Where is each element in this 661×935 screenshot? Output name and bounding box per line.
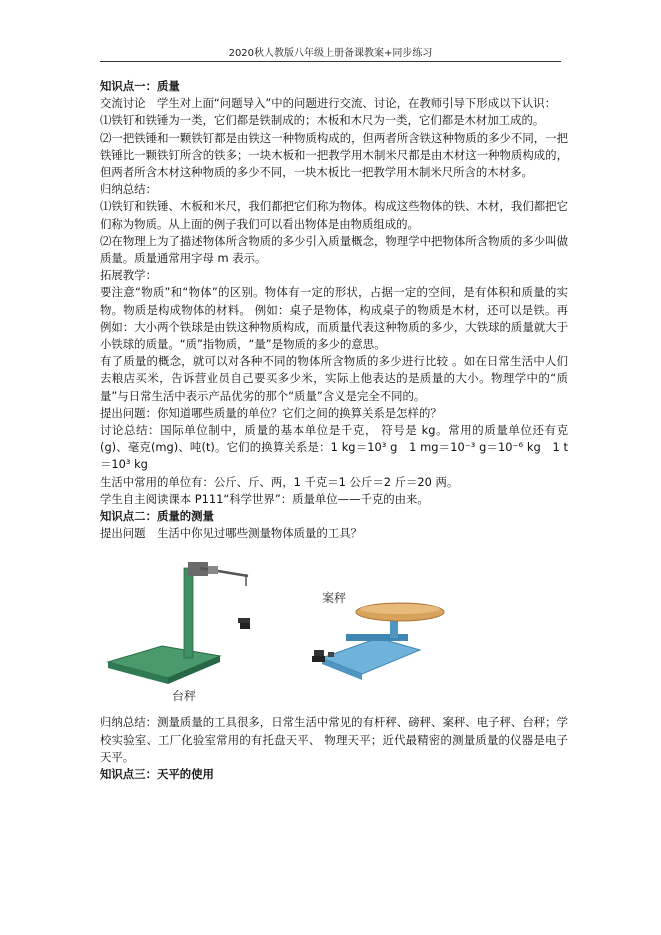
- paragraph: 归纳总结：: [100, 182, 157, 197]
- paragraph: 学生自主阅读课本 P111“科学世界”：质量单位——千克的由来。: [100, 491, 429, 506]
- paragraph: 提出问题：你知道哪些质量的单位？它们之间的换算关系是怎样的？: [100, 405, 442, 420]
- platform-scale-label: 台秤: [172, 689, 197, 704]
- paragraph: 提出问题 生活中你见过哪些测量物体质量的工具？: [100, 526, 362, 541]
- paragraph: ⑴铁钉和铁锤为一类，它们都是铁制成的；木板和木尺为一类，它们都是木材加工成的。: [100, 113, 545, 128]
- section-heading: 知识点三：天平的使用: [100, 767, 214, 782]
- scales-figure: [100, 550, 568, 710]
- paragraph: 归纳总结：测量质量的工具很多，日常生活中常见的有杆秤、磅秤、案秤、电子秤、台秤；学校实验室、工厂化验室常用的有托盘天平、 物理天平；近代最精密的测量质量的仪器是电子天平。: [100, 715, 568, 764]
- paragraph: ⑵一把铁锤和一颗铁钉都是由铁这一种物质构成的，但两者所含铁这种物质的多少不同，一把铁锤比一颗铁钉所含的铁多；一块木板和一把教学用木制米尺都是由木材这一种物质构成的，但两者所含木材这种物质的多少不同，一块木板比一把教学用木制米尺所含的木材多。: [100, 130, 568, 180]
- paragraph: 有了质量的概念，就可以对各种不同的物体所含物质的多少进行比较 。如在日常生活中人们去粮店买米，告诉营业员自己要买多少米，实际上他表达的是质量的大小。物理学中的“质量”与日常生活中表示产品优劣的那个“质量”含义是完全不同的。: [100, 354, 568, 403]
- paragraph: 要注意“物质”和“物体”的区别。物体有一定的形状，占据一定的空间，是有体积和质量的实物。物质是构成物体的材料。 例如：桌子是物体，构成桌子的物质是木材，还可以是铁。再例如：大小两个铁球是由铁这种物质构成，而质量代表这种物质的多少，大铁球的质量就大于小铁球的质量。“质”指物质，“量”是物质的多少的意思。: [100, 285, 568, 352]
- section-heading: 知识点二：质量的测量: [100, 509, 214, 524]
- header-divider: [100, 61, 561, 62]
- case-scale-icon: [312, 603, 444, 680]
- paragraph: ⑴铁钉和铁锤、木板和米尺，我们都把它们称为物体。构成这些物体的铁、木材，我们都把它们称为物质。从上面的例子我们可以看出物体是由物质组成的。: [100, 199, 568, 231]
- paragraph: 讨论总结：国际单位制中，质量的基本单位是千克， 符号是 kg。常用的质量单位还有克(g)、毫克(mg)、吨(t)。它们的换算关系是：1 kg＝10³ g 1 mg＝10⁻³ g＝10⁻⁶ kg 1 t＝10³ kg: [100, 423, 568, 472]
- scales-illustration: [100, 550, 568, 710]
- paragraph: 拓展教学：: [100, 268, 157, 283]
- case-scale-label: 案秤: [322, 591, 347, 606]
- paragraph: 生活中常用的单位有：公斤、斤、两，1 千克＝1 公斤＝2 斤＝20 两。: [100, 474, 459, 489]
- paragraph: 交流讨论 学生对上面“问题导入”中的问题进行交流、讨论，在教师引导下形成以下认识：: [100, 96, 557, 111]
- document-body: [100, 78, 568, 783]
- page-header: 2020秋人教版八年级上册备课教案+同步练习: [228, 48, 433, 59]
- section-heading: 知识点一：质量: [100, 79, 180, 93]
- paragraph: ⑵在物理上为了描述物体所含物质的多少引入质量概念，物理学中把物体所含物质的多少叫做质量。质量通常用字母 m 表示。: [100, 233, 568, 266]
- platform-scale-icon: [108, 562, 250, 684]
